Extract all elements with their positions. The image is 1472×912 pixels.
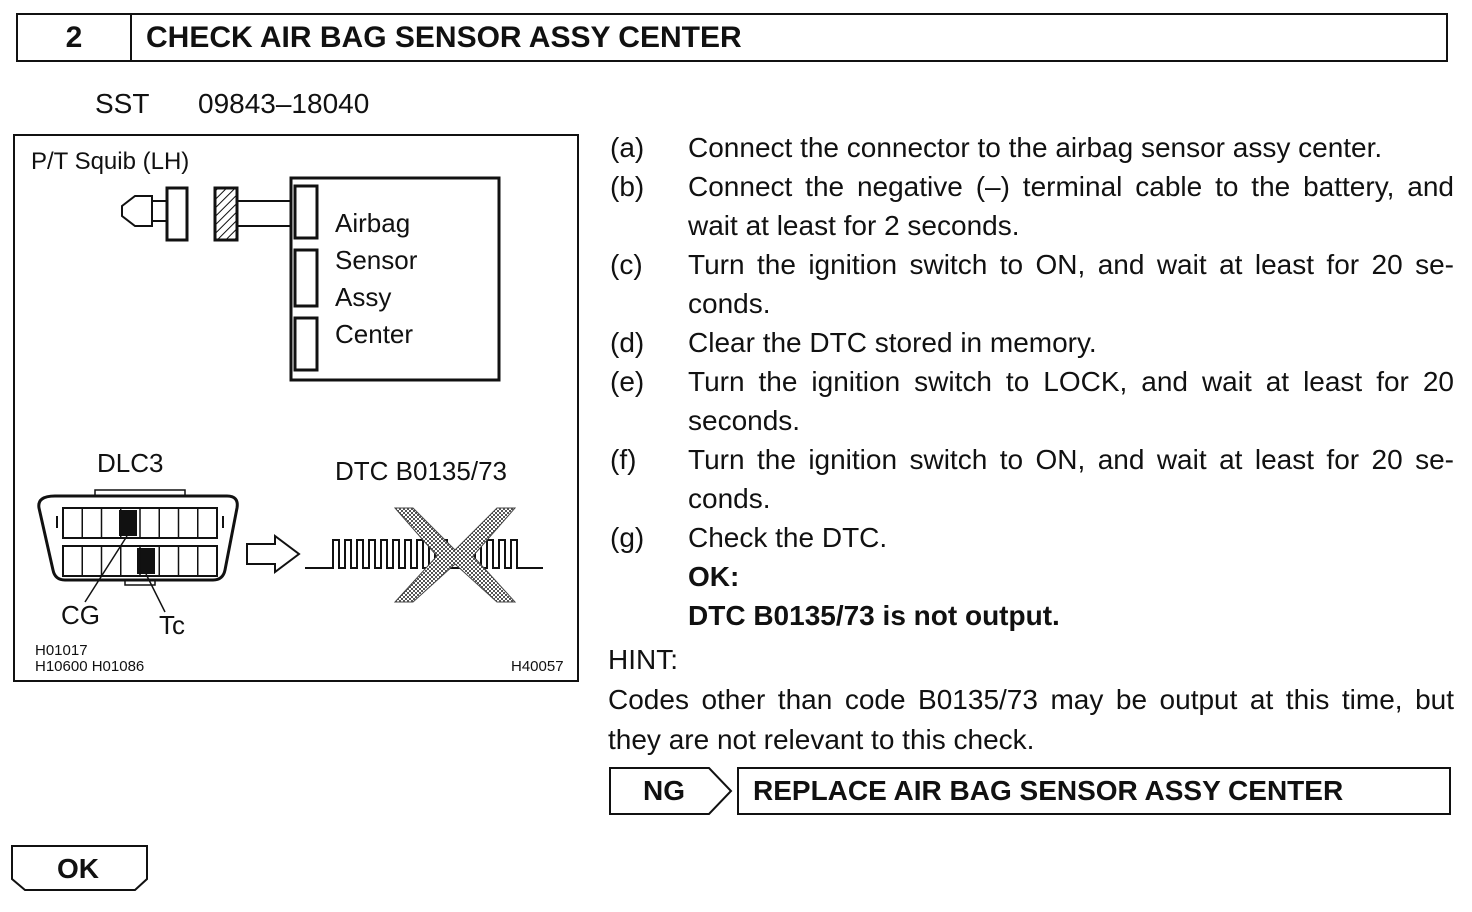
step-f-text: Turn the ignition switch to ON, and wait at least for 20 se-conds. (688, 444, 1454, 514)
ok-result-text: DTC B0135/73 is not output. (688, 600, 1060, 631)
figure-ref-right: H40057 (511, 658, 564, 675)
step-e-label: (e) (610, 366, 645, 397)
sensor-label-line2: Sensor (335, 245, 418, 275)
ok-result-label: OK: (688, 561, 740, 592)
step-header (16, 13, 1448, 62)
step-d-label: (d) (610, 327, 645, 358)
figure-ref-2: H10600 H01086 (35, 658, 145, 675)
step-a-label: (a) (610, 132, 645, 163)
terminal-tc-label: Tc (159, 610, 185, 640)
step-a (608, 128, 1454, 167)
step-b-label: (b) (610, 171, 645, 202)
step-a-text: Connect the connector to the airbag sensor assy center. (688, 132, 1383, 163)
wiring-figure (13, 134, 579, 682)
procedure-steps (608, 128, 1454, 635)
step-e (608, 362, 1454, 440)
step-b (608, 167, 1454, 245)
ok-branch-label: OK (57, 853, 99, 884)
step-f-label: (f) (610, 444, 637, 475)
step-b-text: Connect the negative (–) terminal cable to the battery, and wait at least for 2 seconds. (688, 171, 1454, 241)
step-c (608, 245, 1454, 323)
hint-section (608, 640, 1454, 760)
step-d (608, 323, 1454, 362)
figure-ref-1: H01017 (35, 642, 88, 659)
sensor-label-line3: Assy (335, 282, 392, 312)
step-c-text: Turn the ignition switch to ON, and wait at least for 20 se-conds. (688, 249, 1454, 319)
ng-action-box[interactable]: REPLACE AIR BAG SENSOR ASSY CENTER (737, 767, 1451, 815)
step-c-label: (c) (610, 249, 643, 280)
step-g-label: (g) (610, 522, 645, 553)
terminal-cg-label: CG (61, 600, 100, 630)
step-g-text: Check the DTC. (688, 522, 888, 553)
sensor-label-line1: Airbag (335, 208, 411, 238)
dtc-waveform (305, 540, 543, 568)
sensor-label-line4: Center (335, 319, 414, 349)
cross-x-icon (395, 508, 515, 602)
dtc-label: DTC B0135/73 (335, 456, 507, 486)
dlc3-connector (39, 490, 237, 585)
step-e-text: Turn the ignition switch to LOCK, and wait at least for 20 seconds. (688, 366, 1454, 436)
sst-number: 09843–18040 (198, 88, 370, 119)
step-f (608, 440, 1454, 518)
step-number: 2 (18, 15, 132, 60)
hint-text: Codes other than code B0135/73 may be output at this time, but they are not relevant to this check. (608, 684, 1454, 755)
step-d-text: Clear the DTC stored in memory. (688, 327, 1097, 358)
figure-drawing (15, 136, 577, 680)
arrow-right-icon (247, 536, 299, 572)
squib-label: P/T Squib (LH) (31, 148, 190, 175)
step-g (608, 518, 1454, 557)
hint-label: HINT: (608, 644, 678, 675)
squib-connector (122, 188, 293, 240)
sst-label: SST (95, 88, 150, 119)
step-title: CHECK AIR BAG SENSOR ASSY CENTER (146, 21, 742, 54)
dlc3-label: DLC3 (97, 448, 164, 478)
ng-label: NG (643, 775, 685, 806)
